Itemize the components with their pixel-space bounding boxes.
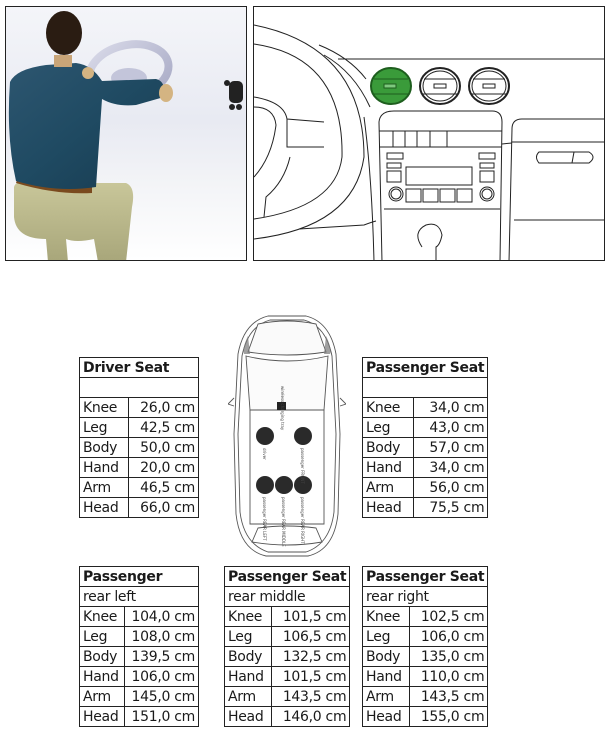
table-row: Hand 106,0 cm [80, 667, 199, 687]
table-row: Body 132,5 cm [225, 647, 350, 667]
table-subtitle: rear left [80, 587, 199, 607]
air-vent-left-highlighted-icon [371, 68, 411, 104]
rear-left-seat-table [79, 566, 199, 727]
table-title: Passenger [80, 567, 199, 587]
table-title: Passenger Seat [363, 567, 488, 587]
table-row: Leg 43,0 cm [363, 418, 488, 438]
sensor-device-icon [224, 80, 243, 110]
driver-figure-icon [6, 7, 247, 261]
radio-console-icon [379, 111, 502, 261]
table-row: Leg 106,5 cm [225, 627, 350, 647]
glove-box-icon [502, 119, 605, 261]
table-row: Arm 143,5 cm [225, 687, 350, 707]
table-row: Knee 34,0 cm [363, 398, 488, 418]
table-subtitle [80, 378, 199, 398]
table-row: Arm 46,5 cm [80, 478, 199, 498]
table-title: Passenger Seat [363, 358, 488, 378]
table-title: Driver Seat [80, 358, 199, 378]
table-row: Arm 56,0 cm [363, 478, 488, 498]
table-row: Leg 42,5 cm [80, 418, 199, 438]
driver-seat-table [79, 357, 199, 518]
rear-right-seat-table [362, 566, 488, 727]
svg-text:driver: driver [262, 448, 267, 460]
table-row: Leg 106,0 cm [363, 627, 488, 647]
table-row: Body 135,0 cm [363, 647, 488, 667]
dashboard-icon [254, 7, 605, 261]
passenger-seat-table [362, 357, 488, 518]
table-row: Body 50,0 cm [80, 438, 199, 458]
table-row: Arm 143,5 cm [363, 687, 488, 707]
table-row: Arm 145,0 cm [80, 687, 199, 707]
table-row: Hand 101,5 cm [225, 667, 350, 687]
table-row: Hand 34,0 cm [363, 458, 488, 478]
table-row: Body 57,0 cm [363, 438, 488, 458]
table-row: Knee 26,0 cm [80, 398, 199, 418]
table-row: Head 66,0 cm [80, 498, 199, 518]
table-row: Knee 104,0 cm [80, 607, 199, 627]
table-row: Knee 102,5 cm [363, 607, 488, 627]
driver-render-panel [5, 6, 247, 261]
table-title: Passenger Seat [225, 567, 350, 587]
table-row: Leg 108,0 cm [80, 627, 199, 647]
table-row: Head 146,0 cm [225, 707, 350, 727]
svg-text:passenger REAR MIDDLE: passenger REAR MIDDLE [281, 497, 286, 547]
table-subtitle: rear middle [225, 587, 350, 607]
air-vent-right-icon [469, 68, 509, 104]
table-row: Head 75,5 cm [363, 498, 488, 518]
table-row: Body 139,5 cm [80, 647, 199, 667]
table-subtitle: rear right [363, 587, 488, 607]
table-row: Knee 101,5 cm [225, 607, 350, 627]
table-row: Head 155,0 cm [363, 707, 488, 727]
svg-text:passenger REAR RIGHT: passenger REAR RIGHT [300, 497, 305, 544]
table-subtitle [363, 378, 488, 398]
rear-middle-seat-table [224, 566, 350, 727]
svg-text:passenger FRONT: passenger FRONT [300, 448, 305, 484]
air-vent-middle-icon [420, 68, 460, 104]
car-top-view-diagram [228, 314, 346, 558]
svg-text:passenger REAR LEFT: passenger REAR LEFT [262, 497, 267, 541]
table-row: Head 151,0 cm [80, 707, 199, 727]
svg-text:wireless charging tray: wireless charging tray [280, 386, 285, 431]
table-row: Hand 20,0 cm [80, 458, 199, 478]
dashboard-drawing-panel [253, 6, 605, 261]
table-row: Hand 110,0 cm [363, 667, 488, 687]
